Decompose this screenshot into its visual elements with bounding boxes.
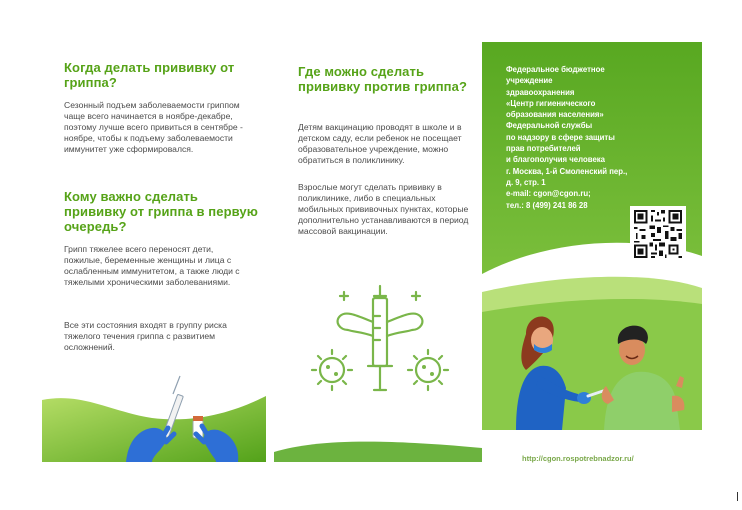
org-line: Федеральное бюджетное [506, 65, 605, 74]
hands-syringe-illustration [42, 372, 266, 462]
org-line: образования населения» [506, 110, 604, 120]
qr-code[interactable] [630, 206, 686, 262]
patient-figure [602, 326, 685, 430]
org-line: здравоохранения [506, 87, 575, 97]
org-line: «Центр гигиенического [506, 98, 596, 108]
org-line: по надзору в сфере защиты [506, 132, 615, 142]
middle-panel [274, 42, 482, 462]
org-line: г. Москва, 1-й Смоленский пер., [506, 166, 628, 176]
left-panel [42, 42, 266, 462]
middle-bottom-wave [274, 434, 482, 462]
heading-where-vaccinate: Где можно сделать прививку против гриппа? [298, 64, 468, 94]
org-line: прав потребителей [506, 144, 581, 154]
org-line: Федеральной службы [506, 121, 593, 131]
org-line: учреждение [506, 76, 553, 86]
paragraph-children: Детям вакцинацию проводят в школе и в детском саду, если ребенок не посещает образовательное учреждение, можно обратиться в поликлинику. [298, 122, 462, 165]
nurse-vaccination-illustration [496, 304, 696, 430]
org-phone: тел.: 8 (499) 241 86 28 [506, 200, 588, 210]
organization-contacts [506, 64, 686, 211]
right-panel [482, 42, 702, 462]
syringe-vs-virus-icon [310, 282, 450, 402]
website-link[interactable]: http://cgon.rospotrebnadzor.ru/ [522, 454, 634, 463]
paragraph-risk-groups: Грипп тяжелее всего переносят дети, пожилые, беременные женщины и лица с ослабленным иммунитетом, а также люди с тяжелыми хроническими заболеваниями. [64, 244, 240, 287]
heading-who-important: Кому важно сделать прививку от гриппа в первую очередь? [64, 189, 258, 234]
paragraph-adults: Взрослые могут сделать прививку в поликлинике, либо в специальных мобильных прививочных пунктах, которые дополнительно устанавливаются в период массовой вакцинации. [298, 182, 469, 236]
org-line: д. 9, стр. 1 [506, 177, 546, 187]
text-cursor-mark [737, 492, 738, 501]
vial-cap-icon [193, 416, 203, 421]
org-line: и благополучия человека [506, 155, 606, 165]
paragraph-season: Сезонный подъем заболеваемости гриппом чаще всего начинается в ноябре-декабре, поэтому лучше всего привиться в сентябре - ноябре, чтобы к подъему заболеваемости иммунитет уже сформировался. [64, 100, 243, 154]
paragraph-complications: Все эти состояния входят в группу риска тяжелого течения гриппа с развитием осложнений. [64, 320, 227, 352]
org-email: e-mail: cgon@cgon.ru; [506, 189, 591, 199]
nurse-figure [516, 316, 591, 430]
heading-when-vaccinate: Когда делать прививку от гриппа? [64, 60, 235, 90]
